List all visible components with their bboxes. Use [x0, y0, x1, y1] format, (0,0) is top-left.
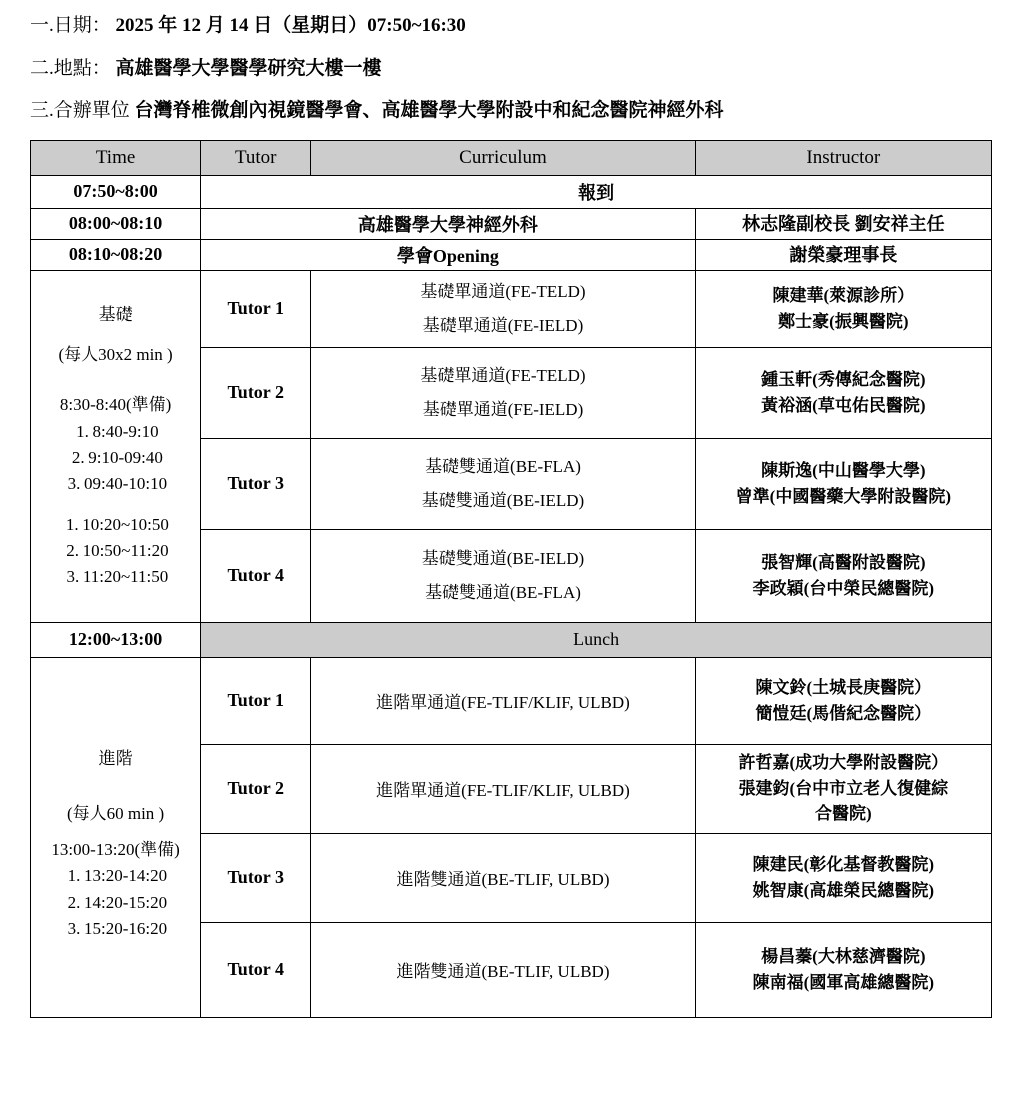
cell-time-opening-dept: 08:00~08:10 [31, 208, 201, 239]
cell-instructor [695, 657, 991, 744]
cell-curriculum: 進階單通道(FE-TLIF/KLIF, ULBD) [311, 744, 695, 833]
basic-session-b2: 2. 10:50~11:20 [66, 541, 169, 561]
cell-curriculum: 進階雙通道(BE-TLIF, ULBD) [311, 833, 695, 922]
basic-block-subtitle: (每人30x2 min ) [58, 344, 173, 364]
cell-tutor: Tutor 4 [201, 922, 311, 1017]
headline-organizers-label: 三.合辦單位 [30, 100, 130, 121]
column-header-instructor: Instructor [695, 140, 991, 175]
instructor-name: 鄭士豪(振興醫院) [778, 311, 909, 331]
cell-tutor: Tutor 3 [201, 438, 311, 529]
instructor-name: 張建鈞(台中市立老人復健綜 [738, 778, 949, 798]
instructor-name: 林志隆副校長 [742, 213, 851, 234]
headline-organizers [30, 97, 1024, 126]
instructor-name: 姚智康(高雄榮民總醫院) [752, 880, 934, 900]
cell-curriculum: 進階雙通道(BE-TLIF, ULBD) [311, 922, 695, 1017]
table-body [31, 175, 992, 1017]
instructor-name: 曾準(中國醫藥大學附設醫院) [735, 486, 951, 506]
cell-curriculum [311, 347, 695, 438]
curriculum-line: 基礎雙通道(BE-FLA) [425, 582, 581, 602]
instructor-name: 陳文鈴(土城長庚醫院） [755, 678, 932, 698]
table-header-row [31, 140, 992, 175]
curriculum-line: 基礎單通道(FE-IELD) [422, 399, 584, 419]
cell-curriculum-opening-society: 學會Opening [201, 239, 696, 270]
table-row [31, 270, 992, 347]
table-row [31, 208, 992, 239]
cell-instructor [695, 922, 991, 1017]
table-head [31, 140, 992, 175]
curriculum-line: 基礎單通道(FE-TELD) [420, 281, 586, 301]
basic-block-title: 基礎 [98, 304, 133, 324]
cell-instructor-opening-society: 謝榮豪理事長 [695, 239, 991, 270]
cell-curriculum [311, 438, 695, 529]
cell-curriculum-opening-dept: 高雄醫學大學神經外科 [201, 208, 696, 239]
advanced-block-title: 進階 [98, 749, 133, 769]
cell-curriculum: 進階單通道(FE-TLIF/KLIF, ULBD) [311, 657, 695, 744]
cell-tutor: Tutor 2 [201, 744, 311, 833]
cell-tutor: Tutor 1 [201, 657, 311, 744]
advanced-session-1: 1. 13:20-14:20 [67, 866, 168, 886]
instructor-name: 陳南福(國軍高雄總醫院) [752, 972, 934, 992]
headline-organizers-value: 台灣脊椎微創內視鏡醫學會、高雄醫學大學附設中和紀念醫院神經外科 [134, 100, 724, 121]
cell-time-lunch: 12:00~13:00 [31, 622, 201, 657]
cell-time-opening-society: 08:10~08:20 [31, 239, 201, 270]
headline-date [30, 12, 1024, 41]
instructor-name: 陳建民(彰化基督教醫院) [752, 855, 934, 875]
headline-location [30, 55, 1024, 84]
cell-instructor [695, 270, 991, 347]
headline-date-value: 2025 年 12 月 14 日（星期日）07:50~16:30 [115, 15, 466, 36]
instructor-name: 黃裕涵(草屯佑民醫院) [761, 395, 926, 415]
headline-location-label: 二.地點： [30, 57, 111, 79]
cell-instructor-opening-dept [695, 208, 991, 239]
cell-lunch-label: Lunch [201, 622, 992, 657]
cell-instructor [695, 833, 991, 922]
cell-instructor [695, 744, 991, 833]
basic-session-b1: 1. 10:20~10:50 [65, 514, 169, 534]
cell-curriculum [311, 270, 695, 347]
basic-session-b3: 3. 11:20~11:50 [66, 567, 169, 587]
basic-session-a2: 2. 9:10-09:40 [71, 448, 163, 468]
cell-instructor [695, 347, 991, 438]
cell-time-advanced-block [31, 657, 201, 1017]
curriculum-line: 基礎雙通道(BE-IELD) [421, 548, 585, 568]
headline-date-label: 一.日期： [30, 15, 111, 36]
cell-instructor [695, 529, 991, 622]
cell-tutor: Tutor 1 [201, 270, 311, 347]
instructor-name: 李政穎(台中榮民總醫院) [752, 578, 934, 598]
advanced-block-prep: 13:00-13:20(準備) [51, 839, 180, 859]
headline-location-value: 高雄醫學大學醫學研究大樓一樓 [115, 57, 382, 79]
cell-tutor: Tutor 2 [201, 347, 311, 438]
instructor-name: 鍾玉軒(秀傳紀念醫院) [761, 370, 926, 390]
table-row [31, 239, 992, 270]
column-header-time: Time [31, 140, 201, 175]
curriculum-line: 基礎雙通道(BE-IELD) [421, 490, 585, 510]
instructor-name: 楊昌蓁(大林慈濟醫院) [761, 947, 926, 967]
basic-session-a3: 3. 09:40-10:10 [67, 474, 168, 494]
schedule-table [30, 140, 992, 1018]
cell-curriculum [311, 529, 695, 622]
instructor-name: 張智輝(高醫附設醫院) [761, 553, 926, 573]
instructor-name: 許哲嘉(成功大學附設醫院） [738, 753, 949, 773]
cell-tutor: Tutor 3 [201, 833, 311, 922]
instructor-name: 陳斯逸(中山醫學大學) [761, 461, 926, 481]
table-row [31, 622, 992, 657]
curriculum-line: 基礎雙通道(BE-FLA) [425, 456, 581, 476]
cell-tutor: Tutor 4 [201, 529, 311, 622]
advanced-block-subtitle: (每人60 min ) [66, 803, 165, 823]
instructor-name: 陳建華(萊源診所） [772, 286, 915, 306]
column-header-tutor: Tutor [201, 140, 311, 175]
basic-block-prep: 8:30-8:40(準備) [59, 395, 172, 415]
basic-session-a1: 1. 8:40-9:10 [76, 421, 159, 441]
curriculum-line: 基礎單通道(FE-IELD) [422, 315, 584, 335]
table-row [31, 657, 992, 744]
header-info-block [0, 0, 1024, 126]
cell-instructor [695, 438, 991, 529]
table-row [31, 175, 992, 208]
cell-registration-label: 報到 [201, 175, 992, 208]
cell-time-registration: 07:50~8:00 [31, 175, 201, 208]
curriculum-line: 基礎單通道(FE-TELD) [420, 365, 586, 385]
advanced-session-2: 2. 14:20-15:20 [67, 892, 168, 912]
instructor-name: 簡愷廷(馬偕紀念醫院） [755, 703, 932, 723]
cell-time-basic-block [31, 270, 201, 622]
column-header-curriculum: Curriculum [311, 140, 695, 175]
instructor-name: 合醫院) [815, 804, 872, 824]
instructor-name: 劉安祥主任 [854, 213, 945, 234]
advanced-session-3: 3. 15:20-16:20 [67, 918, 168, 938]
